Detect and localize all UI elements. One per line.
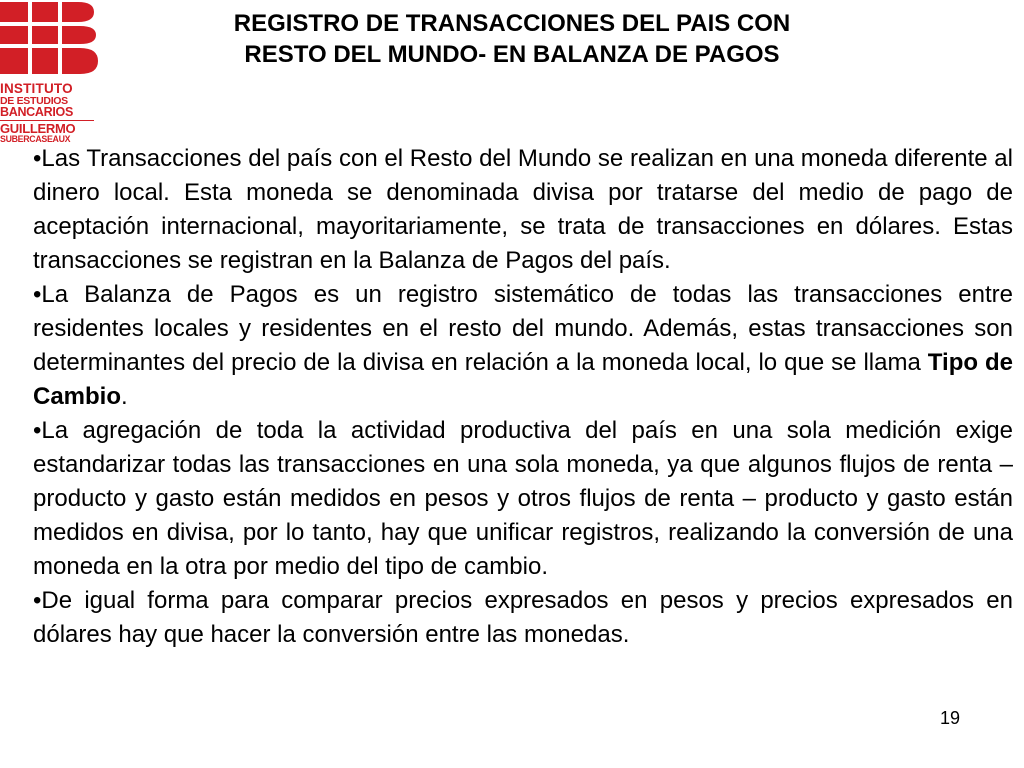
bullet-2-bold-term: Tipo de Cambio — [33, 349, 1013, 410]
slide-title — [192, 8, 832, 70]
logo-line-1: INSTITUTO — [0, 81, 73, 96]
bullet-2-end: . — [121, 383, 128, 410]
bullet-paragraph-2 — [33, 278, 1013, 414]
slide-body — [33, 142, 1013, 652]
bullet-paragraph-3: •La agregación de toda la actividad productiva del país en una sola medición exige estandarizar todas las transacciones en una sola moneda, ya que algunos flujos de renta – producto y gasto están medidos en pesos y otros flujos de renta – producto y gasto están medidos en divisa, por lo tanto, hay que unificar registros, realizando la conversión de una moneda en la otra por medio del tipo de cambio. — [33, 417, 1013, 580]
bullet-paragraph-4: •De igual forma para comparar precios expresados en pesos y precios expresados en dólares hay que hacer la conversión entre las monedas. — [33, 587, 1013, 648]
slide-title-line-1: REGISTRO DE TRANSACCIONES DEL PAIS CON — [233, 10, 791, 37]
institute-logo-text — [0, 82, 100, 144]
logo-line-4: GUILLERMO — [0, 121, 76, 136]
slide-title-line-2: RESTO DEL MUNDO- EN BALANZA DE PAGOS — [244, 41, 780, 68]
institute-logo-mark — [0, 0, 100, 80]
bullet-paragraph-1: •Las Transacciones del país con el Resto del Mundo se realizan en una moneda diferente al dinero local. Esta moneda se denominada divisa por tratarse del medio de pago de aceptación internacional, mayoritariamente, se trata de transacciones en dólares. Estas transacciones se registran en la Balanza de Pagos del país. — [33, 145, 1013, 274]
institute-logo — [0, 0, 100, 150]
page-number: 19 — [940, 708, 961, 728]
logo-line-2: DE ESTUDIOS — [0, 94, 68, 107]
bullet-2-text: •La Balanza de Pagos es un registro sistemático de todas las transacciones entre residentes locales y residentes en el resto del mundo. Además, estas transacciones son determinantes del precio de la divisa en relación a la moneda local, lo que se llama — [33, 281, 1013, 376]
logo-line-5: SUBERCASEAUX — [0, 134, 71, 144]
logo-line-3: BANCARIOS — [0, 105, 73, 119]
